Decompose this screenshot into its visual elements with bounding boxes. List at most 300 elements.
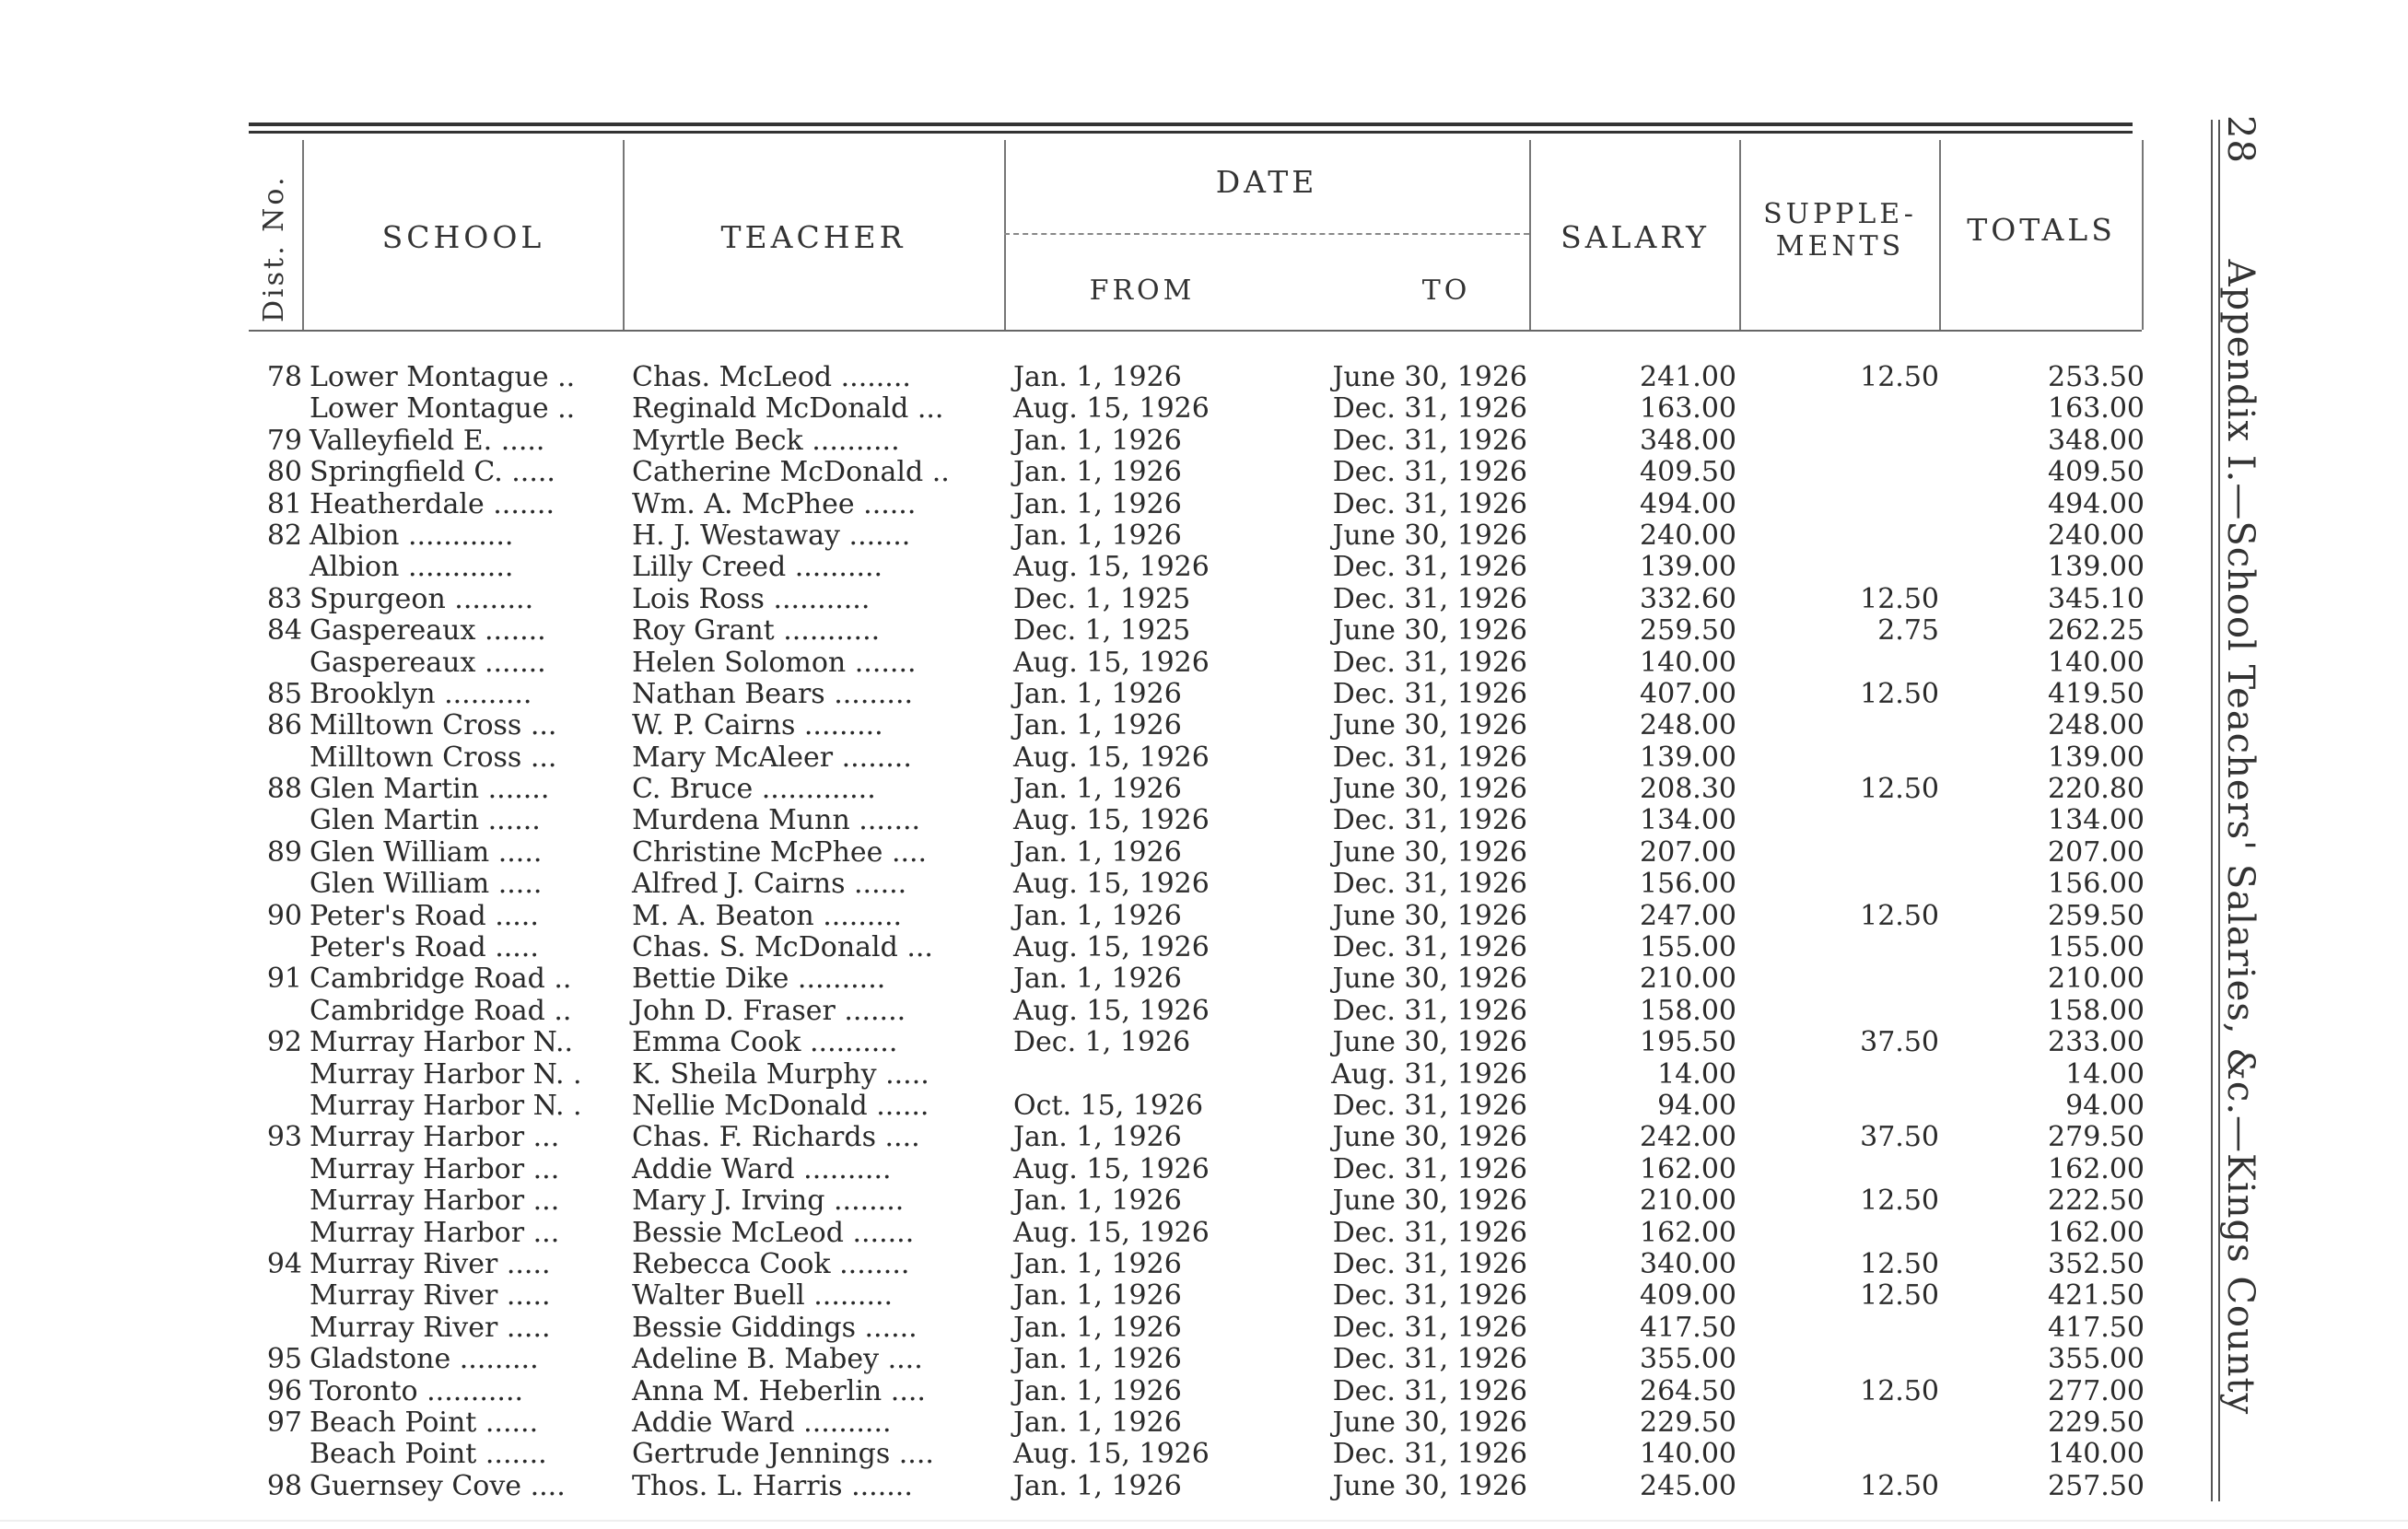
header-totals: TOTALS [1967,212,2116,248]
to-cell: Aug. 31, 1926 [1331,1057,1527,1091]
school-cell: Milltown Cross ... [310,709,557,742]
salary-cell: 340.00 [1640,1247,1736,1280]
header-dist: Dist. No. [258,174,290,322]
total-cell: 419.50 [2048,677,2145,710]
salary-cell: 229.50 [1640,1406,1736,1439]
table-row [0,1407,2408,1439]
table-row [0,362,2408,393]
double-top-rule [249,123,2133,134]
to-cell: Dec. 31, 1926 [1332,804,1527,837]
teacher-cell: Nellie McDonald ...... [632,1089,929,1122]
to-cell: Dec. 31, 1926 [1332,868,1527,901]
total-cell: 257.50 [2048,1469,2145,1502]
school-cell: Murray Harbor ... [310,1121,560,1154]
col-sep-totals [2142,140,2144,330]
scan-edge [0,1520,2408,1522]
from-cell: Dec. 1, 1926 [1013,1026,1191,1059]
to-cell: June 30, 1926 [1332,614,1527,648]
salary-cell: 242.00 [1640,1121,1736,1154]
from-cell: Jan. 1, 1926 [1013,1121,1182,1154]
from-cell: Aug. 15, 1926 [1013,392,1210,426]
to-cell: June 30, 1926 [1332,1406,1527,1439]
supplements-cell: 12.50 [1860,1185,1939,1218]
table-row [0,774,2408,805]
table-row [0,1185,2408,1217]
teacher-cell: Alfred J. Cairns ...... [632,868,907,901]
salary-cell: 210.00 [1640,963,1736,996]
salary-cell: 409.50 [1640,456,1736,489]
teacher-cell: Reginald McDonald ... [632,392,944,426]
total-cell: 277.00 [2048,1374,2145,1407]
table-row [0,1471,2408,1502]
teacher-cell: Chas. S. McDonald ... [632,931,933,964]
from-cell: Jan. 1, 1926 [1013,835,1182,869]
salary-cell: 264.50 [1640,1374,1736,1407]
total-cell: 229.50 [2048,1406,2145,1439]
salary-cell: 417.50 [1640,1311,1736,1344]
dist-cell: 91 [266,963,302,996]
salary-cell: 207.00 [1640,835,1736,869]
total-cell: 155.00 [2048,931,2145,964]
school-cell: Peter's Road ..... [310,931,539,964]
to-cell: Dec. 31, 1926 [1332,424,1527,457]
salary-cell: 162.00 [1640,1152,1736,1185]
teacher-cell: Mary J. Irving ........ [632,1185,905,1218]
from-cell: Jan. 1, 1926 [1013,487,1182,520]
salary-cell: 247.00 [1640,899,1736,932]
dist-cell: 90 [266,899,302,932]
from-cell: Dec. 1, 1925 [1013,614,1191,648]
to-cell: June 30, 1926 [1332,1121,1527,1154]
table-row [0,457,2408,488]
salary-cell: 208.30 [1640,773,1736,806]
from-cell: Jan. 1, 1926 [1013,519,1182,552]
dist-cell: 89 [266,835,302,869]
dist-cell: 79 [266,424,302,457]
supplements-cell: 12.50 [1860,773,1939,806]
from-cell: Jan. 1, 1926 [1013,1406,1182,1439]
total-cell: 262.25 [2048,614,2145,648]
table-row [0,996,2408,1027]
to-cell: June 30, 1926 [1332,1185,1527,1218]
salary-cell: 139.00 [1640,551,1736,584]
to-cell: Dec. 31, 1926 [1332,487,1527,520]
dist-cell: 95 [266,1343,302,1376]
from-cell: Jan. 1, 1926 [1013,773,1182,806]
supplements-cell: 12.50 [1860,1374,1939,1407]
table-row [0,1218,2408,1249]
school-cell: Albion ............ [310,551,514,584]
dist-cell: 96 [266,1374,302,1407]
teacher-cell: Lilly Creed .......... [632,551,883,584]
to-cell: June 30, 1926 [1332,709,1527,742]
from-cell: Jan. 1, 1926 [1013,456,1182,489]
header-from: FROM [1089,274,1196,307]
teacher-cell: H. J. Westaway ....... [632,519,911,552]
salary-cell: 195.50 [1640,1026,1736,1059]
salary-cell: 163.00 [1640,392,1736,426]
table-row [0,1027,2408,1058]
supplements-cell: 12.50 [1860,1279,1939,1313]
to-cell: Dec. 31, 1926 [1332,1216,1527,1249]
school-cell: Glen Martin ...... [310,804,541,837]
header-teacher: TEACHER [720,219,906,255]
total-cell: 494.00 [2048,487,2145,520]
dist-cell: 80 [266,456,302,489]
from-cell: Aug. 15, 1926 [1013,646,1210,679]
total-cell: 94.00 [2065,1089,2145,1122]
from-cell: Aug. 15, 1926 [1013,804,1210,837]
teacher-cell: W. P. Cairns ......... [632,709,883,742]
dist-cell: 86 [266,709,302,742]
dist-cell: 85 [266,677,302,710]
table-row [0,1122,2408,1153]
dist-cell: 84 [266,614,302,648]
school-cell: Murray Harbor ... [310,1152,560,1185]
running-head [2219,115,2262,1415]
dist-cell: 94 [266,1247,302,1280]
from-cell: Aug. 15, 1926 [1013,994,1210,1027]
salary-cell: 494.00 [1640,487,1736,520]
to-cell: June 30, 1926 [1332,963,1527,996]
salary-cell: 259.50 [1640,614,1736,648]
salary-cell: 139.00 [1640,741,1736,774]
school-cell: Brooklyn .......... [310,677,532,710]
salary-cell: 140.00 [1640,1438,1736,1471]
school-cell: Gaspereaux ....... [310,614,546,648]
dist-cell: 93 [266,1121,302,1154]
from-cell: Jan. 1, 1926 [1013,963,1182,996]
from-cell: Jan. 1, 1926 [1013,361,1182,393]
page-number: 28 [2219,115,2262,164]
teacher-cell: Rebecca Cook ........ [632,1247,910,1280]
table-row [0,1344,2408,1375]
total-cell: 352.50 [2048,1247,2145,1280]
salary-cell: 407.00 [1640,677,1736,710]
teacher-cell: Chas. McLeod ........ [632,361,911,393]
to-cell: Dec. 31, 1926 [1332,1374,1527,1407]
salary-cell: 134.00 [1640,804,1736,837]
to-cell: Dec. 31, 1926 [1332,582,1527,615]
salary-cell: 158.00 [1640,994,1736,1027]
school-cell: Glen William ..... [310,835,543,869]
school-cell: Murray River ..... [310,1247,551,1280]
teacher-cell: Bessie McLeod ....... [632,1216,915,1249]
to-cell: Dec. 31, 1926 [1332,646,1527,679]
supplements-cell: 12.50 [1860,1247,1939,1280]
table-row [0,1091,2408,1122]
table-row [0,837,2408,869]
date-subheader-rule [1004,233,1529,235]
to-cell: Dec. 31, 1926 [1332,741,1527,774]
total-cell: 421.50 [2048,1279,2145,1313]
total-cell: 259.50 [2048,899,2145,932]
salary-cell: 241.00 [1640,361,1736,393]
school-cell: Lower Montague .. [310,392,576,426]
total-cell: 134.00 [2048,804,2145,837]
teacher-cell: Chas. F. Richards .... [632,1121,920,1154]
total-cell: 253.50 [2048,361,2145,393]
school-cell: Guernsey Cove .... [310,1469,566,1502]
teacher-cell: M. A. Beaton ......... [632,899,903,932]
school-cell: Toronto ........... [310,1374,524,1407]
school-cell: Lower Montague .. [310,361,576,393]
table-row [0,1439,2408,1470]
teacher-cell: Christine McPhee .... [632,835,928,869]
header-date: DATE [1215,164,1318,200]
salary-cell: 409.00 [1640,1279,1736,1313]
teacher-cell: Bessie Giddings ...... [632,1311,918,1344]
teacher-cell: Mary McAleer ........ [632,741,912,774]
teacher-cell: Emma Cook .......... [632,1026,898,1059]
total-cell: 417.50 [2048,1311,2145,1344]
total-cell: 348.00 [2048,424,2145,457]
school-cell: Cambridge Road .. [310,994,572,1027]
from-cell: Jan. 1, 1926 [1013,709,1182,742]
from-cell: Jan. 1, 1926 [1013,677,1182,710]
table-row [0,520,2408,552]
total-cell: 220.80 [2048,773,2145,806]
salary-cell: 14.00 [1657,1057,1736,1091]
total-cell: 279.50 [2048,1121,2145,1154]
dist-cell: 92 [266,1026,302,1059]
teacher-cell: Walter Buell ......... [632,1279,894,1313]
header-salary: SALARY [1561,219,1710,255]
teacher-cell: Addie Ward .......... [632,1406,892,1439]
header-bottom-rule [249,330,2142,332]
salary-cell: 245.00 [1640,1469,1736,1502]
supplements-cell: 37.50 [1860,1026,1939,1059]
school-cell: Beach Point ...... [310,1406,539,1439]
supplements-cell: 12.50 [1860,1469,1939,1502]
table-row [0,1313,2408,1344]
supplements-cell: 2.75 [1877,614,1939,648]
total-cell: 163.00 [2048,392,2145,426]
supplements-cell: 12.50 [1860,582,1939,615]
teacher-cell: Anna M. Heberlin .... [632,1374,926,1407]
header-supplements-line2: MENTS [1775,230,1905,263]
to-cell: Dec. 31, 1926 [1332,1438,1527,1471]
total-cell: 210.00 [2048,963,2145,996]
to-cell: June 30, 1926 [1332,361,1527,393]
salary-cell: 94.00 [1657,1089,1736,1122]
school-cell: Cambridge Road .. [310,963,572,996]
from-cell: Aug. 15, 1926 [1013,931,1210,964]
to-cell: June 30, 1926 [1332,1026,1527,1059]
school-cell: Valleyfield E. ..... [310,424,545,457]
from-cell: Jan. 1, 1926 [1013,1185,1182,1218]
table-body [0,362,2408,1502]
to-cell: Dec. 31, 1926 [1332,1152,1527,1185]
teacher-cell: Adeline B. Mabey .... [632,1343,923,1376]
margin-rule-left [2211,120,2213,1501]
teacher-cell: Thos. L. Harris ....... [632,1469,913,1502]
total-cell: 162.00 [2048,1216,2145,1249]
school-cell: Albion ............ [310,519,514,552]
table-row [0,805,2408,836]
school-cell: Spurgeon ......... [310,582,534,615]
total-cell: 222.50 [2048,1185,2145,1218]
table-row [0,742,2408,774]
from-cell: Aug. 15, 1926 [1013,1216,1210,1249]
school-cell: Beach Point ....... [310,1438,547,1471]
teacher-cell: Myrtle Beck .......... [632,424,900,457]
table-row [0,1280,2408,1312]
school-cell: Gladstone ......... [310,1343,539,1376]
from-cell: Jan. 1, 1926 [1013,1311,1182,1344]
school-cell: Milltown Cross ... [310,741,557,774]
to-cell: June 30, 1926 [1332,899,1527,932]
to-cell: Dec. 31, 1926 [1332,1247,1527,1280]
to-cell: Dec. 31, 1926 [1332,1089,1527,1122]
to-cell: Dec. 31, 1926 [1332,931,1527,964]
from-cell: Jan. 1, 1926 [1013,1247,1182,1280]
from-cell: Aug. 15, 1926 [1013,1438,1210,1471]
dist-cell: 88 [266,773,302,806]
to-cell: June 30, 1926 [1332,1469,1527,1502]
header-school: SCHOOL [381,219,545,255]
to-cell: Dec. 31, 1926 [1332,1311,1527,1344]
total-cell: 14.00 [2065,1057,2145,1091]
total-cell: 409.50 [2048,456,2145,489]
table-row [0,932,2408,963]
school-cell: Glen Martin ....... [310,773,550,806]
school-cell: Murray Harbor ... [310,1185,560,1218]
from-cell: Aug. 15, 1926 [1013,1152,1210,1185]
salary-cell: 140.00 [1640,646,1736,679]
table-row [0,869,2408,900]
table-row [0,552,2408,583]
teacher-cell: Wm. A. McPhee ...... [632,487,917,520]
from-cell: Jan. 1, 1926 [1013,1343,1182,1376]
salary-cell: 348.00 [1640,424,1736,457]
header-supplements-line1: SUPPLE- [1763,198,1917,230]
supplements-cell: 12.50 [1860,677,1939,710]
supplements-cell: 37.50 [1860,1121,1939,1154]
total-cell: 233.00 [2048,1026,2145,1059]
running-title: Appendix I.—School Teachers' Salaries, &c.—Kings County [2219,259,2262,1416]
table-row [0,426,2408,457]
from-cell: Aug. 15, 1926 [1013,741,1210,774]
table-row [0,584,2408,615]
school-cell: Peter's Road ..... [310,899,539,932]
table-row [0,679,2408,710]
total-cell: 355.00 [2048,1343,2145,1376]
table-row [0,615,2408,647]
table-row [0,393,2408,425]
header-to: TO [1421,274,1471,307]
dist-cell: 82 [266,519,302,552]
teacher-cell: Gertrude Jennings .... [632,1438,934,1471]
school-cell: Murray Harbor N. . [310,1057,582,1091]
teacher-cell: Lois Ross ........... [632,582,871,615]
salary-cell: 240.00 [1640,519,1736,552]
salary-cell: 355.00 [1640,1343,1736,1376]
table-row [0,710,2408,741]
total-cell: 248.00 [2048,709,2145,742]
salary-cell: 210.00 [1640,1185,1736,1218]
from-cell: Dec. 1, 1925 [1013,582,1191,615]
from-cell: Jan. 1, 1926 [1013,899,1182,932]
teacher-cell: John D. Fraser ....... [632,994,906,1027]
to-cell: Dec. 31, 1926 [1332,1343,1527,1376]
salary-cell: 332.60 [1640,582,1736,615]
salary-cell: 155.00 [1640,931,1736,964]
dist-cell: 83 [266,582,302,615]
table-row [0,963,2408,995]
teacher-cell: K. Sheila Murphy ..... [632,1057,929,1091]
table-row [0,648,2408,679]
school-cell: Murray Harbor ... [310,1216,560,1249]
supplements-cell: 12.50 [1860,361,1939,393]
to-cell: Dec. 31, 1926 [1332,677,1527,710]
from-cell: Aug. 15, 1926 [1013,551,1210,584]
total-cell: 139.00 [2048,551,2145,584]
from-cell: Aug. 15, 1926 [1013,868,1210,901]
from-cell: Jan. 1, 1926 [1013,1374,1182,1407]
teacher-cell: Bettie Dike .......... [632,963,886,996]
to-cell: Dec. 31, 1926 [1332,392,1527,426]
teacher-cell: C. Bruce ............. [632,773,876,806]
to-cell: Dec. 31, 1926 [1332,551,1527,584]
school-cell: Springfield C. ..... [310,456,555,489]
total-cell: 156.00 [2048,868,2145,901]
from-cell: Oct. 15, 1926 [1013,1089,1204,1122]
teacher-cell: Catherine McDonald .. [632,456,950,489]
school-cell: Murray River ..... [310,1311,551,1344]
to-cell: June 30, 1926 [1332,773,1527,806]
school-cell: Gaspereaux ....... [310,646,546,679]
table-row [0,489,2408,520]
table-row [0,1154,2408,1185]
total-cell: 240.00 [2048,519,2145,552]
to-cell: June 30, 1926 [1332,519,1527,552]
table-row [0,1249,2408,1280]
teacher-cell: Addie Ward .......... [632,1152,892,1185]
salary-cell: 162.00 [1640,1216,1736,1249]
teacher-cell: Roy Grant ........... [632,614,881,648]
from-cell: Jan. 1, 1926 [1013,1469,1182,1502]
to-cell: Dec. 31, 1926 [1332,456,1527,489]
salary-cell: 248.00 [1640,709,1736,742]
school-cell: Heatherdale ....... [310,487,555,520]
teacher-cell: Helen Solomon ....... [632,646,917,679]
total-cell: 162.00 [2048,1152,2145,1185]
table-row [0,901,2408,932]
school-cell: Murray River ..... [310,1279,551,1313]
school-cell: Murray Harbor N.. [310,1026,574,1059]
salary-cell: 156.00 [1640,868,1736,901]
total-cell: 140.00 [2048,646,2145,679]
dist-cell: 97 [266,1406,302,1439]
total-cell: 345.10 [2048,582,2145,615]
from-cell: Jan. 1, 1926 [1013,1279,1182,1313]
teacher-cell: Murdena Munn ....... [632,804,921,837]
header-dist-cell [251,157,297,327]
table-row [0,1059,2408,1091]
table-row [0,1376,2408,1407]
supplements-cell: 12.50 [1860,899,1939,932]
school-cell: Glen William ..... [310,868,543,901]
total-cell: 140.00 [2048,1438,2145,1471]
school-cell: Murray Harbor N. . [310,1089,582,1122]
teacher-cell: Nathan Bears ......... [632,677,914,710]
total-cell: 139.00 [2048,741,2145,774]
dist-cell: 81 [266,487,302,520]
to-cell: Dec. 31, 1926 [1332,994,1527,1027]
dist-cell: 98 [266,1469,302,1502]
total-cell: 207.00 [2048,835,2145,869]
